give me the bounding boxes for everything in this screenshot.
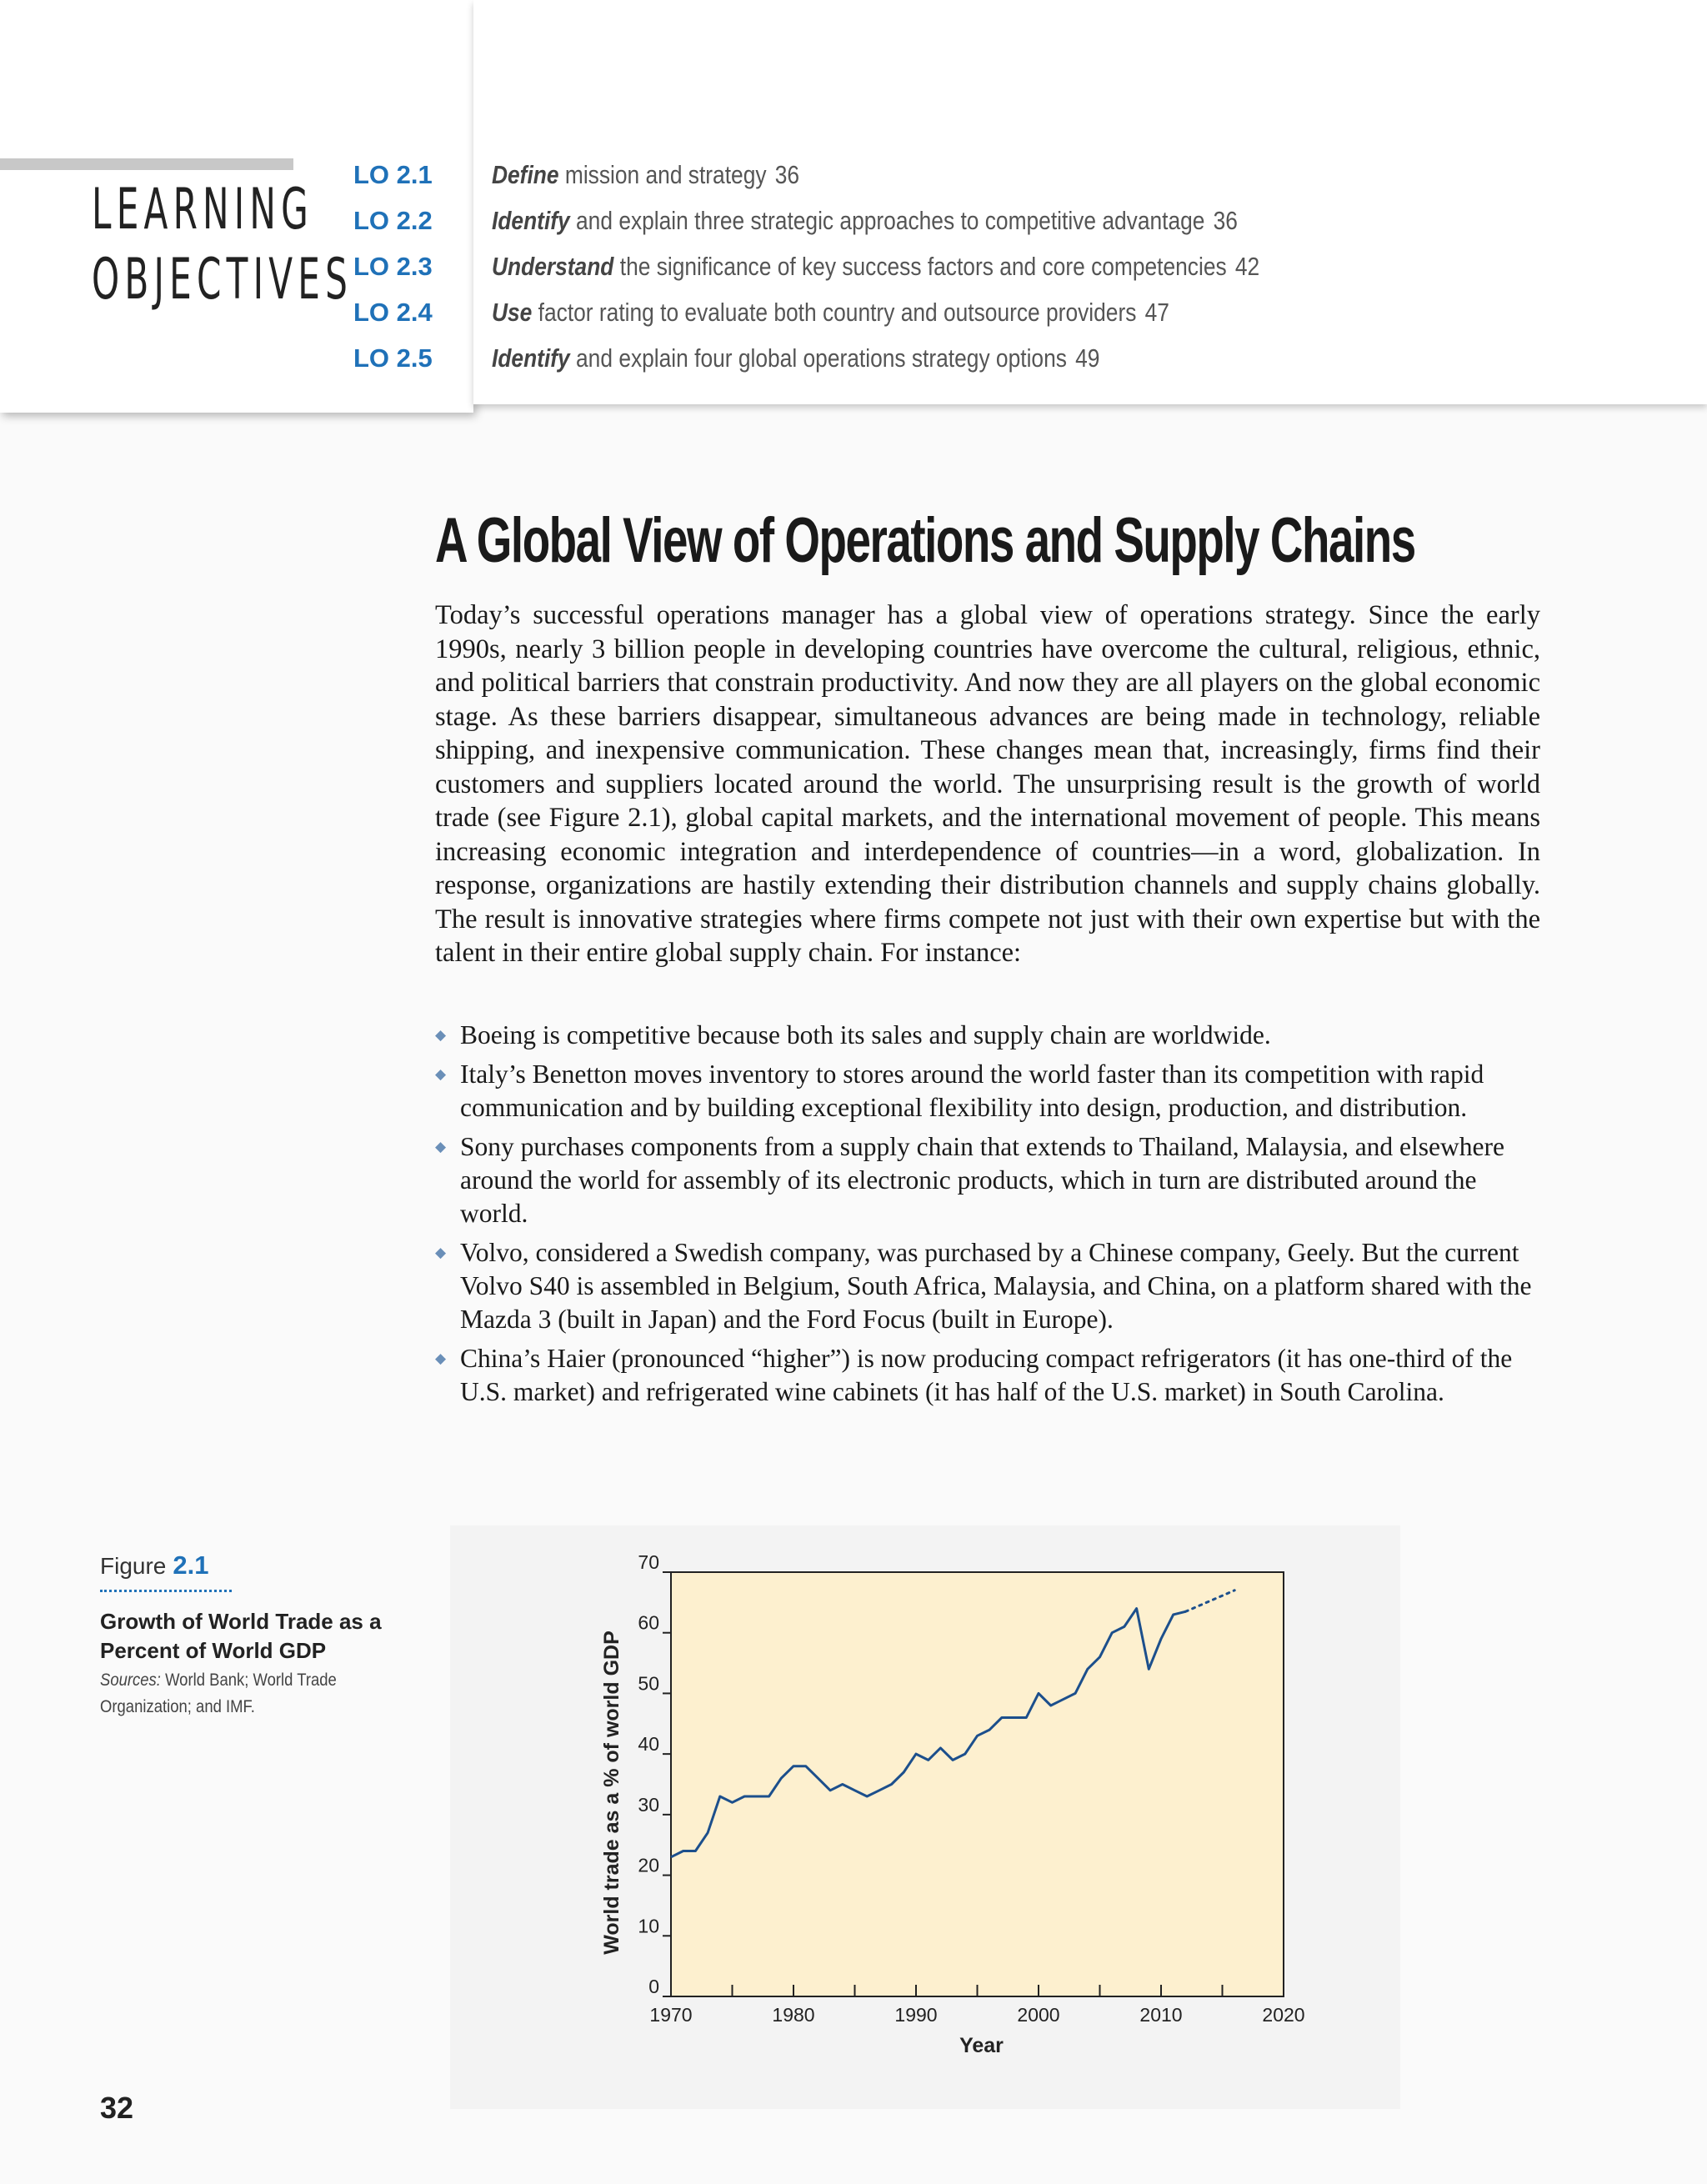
bullet-item: ◆ Volvo, considered a Swedish company, was purchased by a Chinese company, Geely. But the current Volvo S40 is assembled in Belgium, South Africa, Malaysia, and China, on a platform shared with the Mazda 3 (built in Japan) and the Ford Focus (built in Europe). <box>435 1236 1540 1336</box>
x-tick-label: 1990 <box>894 2004 938 2026</box>
y-axis-label: World trade as a % of world GDP <box>600 1630 623 1955</box>
lo-page: 47 <box>1144 297 1169 327</box>
figure-title: Growth of World Trade as a Percent of World GDP <box>100 1609 382 1663</box>
y-tick-label: 30 <box>638 1793 659 1816</box>
lo-page: 42 <box>1234 251 1260 281</box>
figure-source-text: World Bank; World Trade Organization; and IMF. <box>100 1671 337 1716</box>
lo-verb: Use <box>492 297 533 327</box>
section-heading: A Global View of Operations and Supply Chains <box>435 505 1415 576</box>
y-tick-label: 50 <box>638 1672 659 1695</box>
x-tick-label: 2010 <box>1139 2004 1183 2026</box>
lo-verb: Identify <box>492 343 570 373</box>
y-tick-label: 10 <box>638 1915 659 1937</box>
x-tick-label: 2020 <box>1262 2004 1305 2026</box>
lo-text: mission and strategy <box>564 159 767 189</box>
lo-title-line1: LEARNING <box>92 177 314 243</box>
lo-verb: Identify <box>492 205 570 235</box>
lo-verb: Understand <box>492 251 614 281</box>
bullet-item: ◆ Boeing is competitive because both its sales and supply chain are worldwide. <box>435 1019 1540 1052</box>
figure-label-word: Figure <box>100 1553 167 1579</box>
figure-source-label: Sources: <box>100 1671 161 1690</box>
lo-page: 36 <box>774 159 800 189</box>
lo-code: LO 2.1 <box>353 159 433 189</box>
bullet-item: ◆ China’s Haier (pronounced “higher”) is now producing compact refrigerators (it has one-third of the U.S. market) and refrigerated wine cabinets (it has half of the U.S. market) in South Carolina. <box>435 1342 1540 1409</box>
x-tick-label: 1970 <box>649 2004 693 2026</box>
page-number: 32 <box>100 2091 134 2125</box>
plot-area <box>671 1572 1284 1996</box>
y-tick-label: 0 <box>648 1976 659 1997</box>
lo-code: LO 2.3 <box>353 251 433 281</box>
lo-title-line2: OBJECTIVES <box>92 247 353 313</box>
lo-code: LO 2.4 <box>353 297 433 327</box>
lo-text: factor rating to evaluate both country and outsource providers <box>538 297 1137 327</box>
lo-code: LO 2.5 <box>353 343 433 373</box>
x-axis-label: Year <box>959 2034 1004 2057</box>
y-tick-label: 70 <box>638 1551 659 1573</box>
body-paragraph: Today’s successful operations manager has a global view of operations strategy. Since the early 1990s, nearly 3 billion people in developing countries have overcome the cultural, religious, ethnic, and political barriers that constrain productivity. And now they are all players on the global economic stage. As these barriers disappear, simultaneous advances are being made in technology, reliable shipping, and inexpensive communication. These changes mean that, increasingly, firms find their customers and suppliers located around the world. The unsurprising result is the growth of world trade (see Figure 2.1), global capital markets, and the international movement of people. This means increasing economic integration and interdependence of countries—in a word, globalization. In response, organizations are hastily extending their distribution channels and supply chains globally. The result is innovative strategies where firms compete not just with their own expertise but with the talent in their entire global supply chain. For instance: <box>435 600 1540 968</box>
bullet-item: ◆ Italy’s Benetton moves inventory to stores around the world faster than its competition with rapid communication and by building exceptional flexibility into design, production, and distribution. <box>435 1058 1540 1125</box>
bullet-item: ◆ Sony purchases components from a supply chain that extends to Thailand, Malaysia, and elsewhere around the world for assembly of its electronic products, which in turn are distributed around the world. <box>435 1130 1540 1230</box>
lo-text: the significance of key success factors and core competencies <box>619 251 1227 281</box>
x-tick-label: 2000 <box>1017 2004 1060 2026</box>
y-tick-label: 40 <box>638 1733 659 1756</box>
figure-label-number: 2.1 <box>173 1550 209 1580</box>
y-tick-label: 20 <box>638 1854 659 1876</box>
lo-code: LO 2.2 <box>353 205 433 235</box>
lo-page: 36 <box>1213 205 1238 235</box>
lo-page: 49 <box>1075 343 1100 373</box>
y-tick-label: 60 <box>638 1611 659 1634</box>
lo-text: and explain three strategic approaches to competitive advantage <box>576 205 1205 235</box>
lo-verb: Define <box>492 159 559 189</box>
x-tick-label: 1980 <box>772 2004 815 2026</box>
lo-text: and explain four global operations strategy options <box>576 343 1067 373</box>
